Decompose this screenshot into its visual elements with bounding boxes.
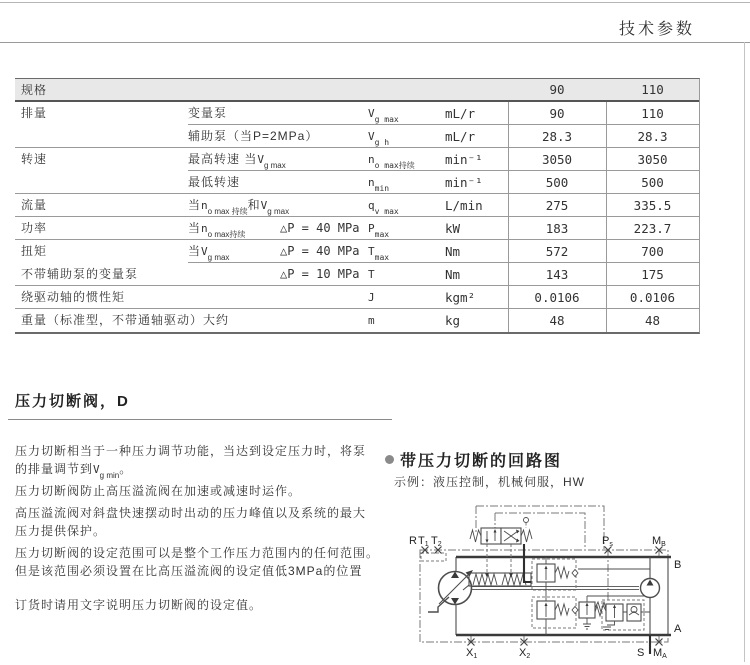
row-value-90: 572 <box>545 244 569 259</box>
row-symbol: $T_{max}$ <box>368 245 390 263</box>
port-label-x1: X1 <box>466 647 478 660</box>
bullet-icon <box>385 455 394 464</box>
row-label: 排量 <box>21 106 48 120</box>
row-value-90: 90 <box>549 106 565 121</box>
row-label: 扭矩 <box>21 244 48 258</box>
row-unit: min⁻¹ <box>445 175 483 190</box>
row-symbol: $n_{o max持续}$ <box>368 153 415 171</box>
row-detail: 当$n_{o max持续}$ △P = 40 MPa <box>188 221 360 240</box>
port-label-ps: Ps <box>602 535 613 548</box>
row-unit: kW <box>445 221 461 236</box>
table-row <box>15 309 699 332</box>
table-row <box>15 240 699 263</box>
row-unit: L/min <box>445 198 483 213</box>
port-label-a: A <box>674 623 682 635</box>
row-value-110: 28.3 <box>637 129 668 144</box>
body-line: 压力提供保护。 <box>15 524 107 538</box>
row-value-90: 28.3 <box>541 129 573 144</box>
port-label-s: S <box>637 647 645 659</box>
cutoff-valve-block <box>595 600 650 630</box>
body-line: 压力切断阀的设定范围可以是整个工作压力范围内的任何范围。 <box>15 546 380 560</box>
order-note: 订货时请用文字说明压力切断阀的设定值。 <box>15 598 263 612</box>
row-label: 重量（标准型，不带通轴驱动）大约 <box>21 313 230 327</box>
row-value-90: 183 <box>545 221 569 236</box>
spec-table <box>15 78 700 334</box>
row-value-110: 175 <box>641 267 664 282</box>
row-detail: 最高转速 当$V_{g max}$ <box>188 152 286 171</box>
table-row <box>15 171 699 194</box>
row-detail: △P = 10 MPa <box>280 267 360 281</box>
row-unit: mL/r <box>445 106 476 121</box>
row-symbol: $q_{v max}$ <box>368 199 399 217</box>
row-label: 转速 <box>21 152 48 166</box>
port-label-mb: MB <box>652 535 666 548</box>
row-value-110: 335.5 <box>633 198 672 213</box>
row-label: 流量 <box>21 198 48 212</box>
table-row <box>15 217 699 240</box>
header-spec-label: 规格 <box>21 83 48 97</box>
paragraph <box>15 482 390 500</box>
table-row <box>15 286 699 309</box>
row-unit: kgm² <box>445 290 476 305</box>
row-value-90: 500 <box>545 175 569 190</box>
port-label-ma: MA <box>653 647 667 660</box>
row-symbol: $V_{g h}$ <box>368 130 390 148</box>
header-col-110: 110 <box>641 82 664 97</box>
circuit-diagram <box>403 498 748 665</box>
row-value-110: 3050 <box>637 152 668 167</box>
header-rule <box>0 42 750 43</box>
row-value-90: 143 <box>545 267 569 282</box>
port-label-r: R <box>409 535 417 547</box>
row-unit: mL/r <box>445 129 476 144</box>
table-header-row <box>15 79 699 102</box>
row-value-90: 3050 <box>541 152 573 167</box>
row-value-110: 223.7 <box>633 221 672 236</box>
drive-shaft <box>471 587 639 590</box>
row-unit: Nm <box>445 244 461 259</box>
row-value-90: 275 <box>545 198 569 213</box>
row-value-110: 110 <box>641 106 664 121</box>
paragraph <box>15 504 390 540</box>
paragraph <box>15 544 390 580</box>
relief-valve-bottom <box>532 590 578 635</box>
row-value-110: 700 <box>641 244 664 259</box>
page-top-rule <box>0 2 750 3</box>
row-detail: 当$V_{g max}$ △P = 40 MPa <box>188 244 360 263</box>
row-unit: Nm <box>445 267 461 282</box>
circuit-heading: 带压力切断的回路图 <box>385 448 562 471</box>
row-value-90: 0.0106 <box>534 290 580 305</box>
header-col-90: 90 <box>549 82 565 97</box>
row-label: 绕驱动轴的惯性矩 <box>21 290 126 304</box>
row-symbol: J <box>368 291 375 304</box>
row-detail: 变量泵 <box>188 106 228 120</box>
variable-pump <box>428 570 473 612</box>
port-label-x2: X2 <box>519 647 531 660</box>
row-symbol: m <box>368 314 375 327</box>
row-value-90: 48 <box>549 313 565 328</box>
body-line: 但是该范围必须设置在比高压溢流阀的设定值低3MPa的位置 <box>15 564 363 578</box>
row-unit: min⁻¹ <box>445 152 483 167</box>
table-row <box>15 194 699 217</box>
row-unit: kg <box>445 313 461 328</box>
body-line: 压力切断阀防止高压溢流阀在加速或减速时运作。 <box>15 484 302 498</box>
body-line: 高压溢流阀对斜盘快速摆动时出动的压力峰值以及系统的最大 <box>15 506 367 520</box>
row-detail: 当$n_{o max 持续}$和$V_{g max}$ <box>188 198 290 217</box>
circuit-example-line: 示例：液压控制，机械伺服，HW <box>394 475 585 489</box>
row-symbol: $V_{g max}$ <box>368 107 399 125</box>
section-body-text <box>15 442 390 614</box>
section-title-rule <box>8 419 392 420</box>
table-row <box>15 148 699 171</box>
row-symbol: T <box>368 268 375 281</box>
port-label-t2: T2 <box>431 535 442 548</box>
table-row <box>15 102 699 125</box>
port-label-t1: T1 <box>418 535 429 548</box>
row-value-110: 0.0106 <box>629 290 676 305</box>
port-label-b: B <box>674 559 682 571</box>
section-title: 压力切断阀，D <box>15 393 130 410</box>
relief-valve-top <box>532 557 578 590</box>
stroking-cylinder <box>463 544 531 590</box>
body-line: 压力切断相当于一种压力调节功能，当达到设定压力时，将泵 <box>15 444 367 458</box>
row-value-110: 500 <box>641 175 664 190</box>
row-value-110: 48 <box>644 313 661 328</box>
row-symbol: $n_{min}$ <box>368 176 390 194</box>
table-row <box>15 125 699 148</box>
row-symbol: $P_{max}$ <box>368 222 390 240</box>
row-label: 不带辅助泵的变量泵 <box>21 267 139 281</box>
body-line: 的排量调节到$V_{g min}$。 <box>15 462 133 481</box>
row-label: 功率 <box>21 221 48 235</box>
paragraph <box>15 442 390 481</box>
page-title: 技术参数 <box>618 21 695 38</box>
table-row <box>15 263 699 286</box>
row-detail: 最低转速 <box>188 175 241 189</box>
row-detail: 辅助泵（当P=2MPa） <box>188 129 319 143</box>
